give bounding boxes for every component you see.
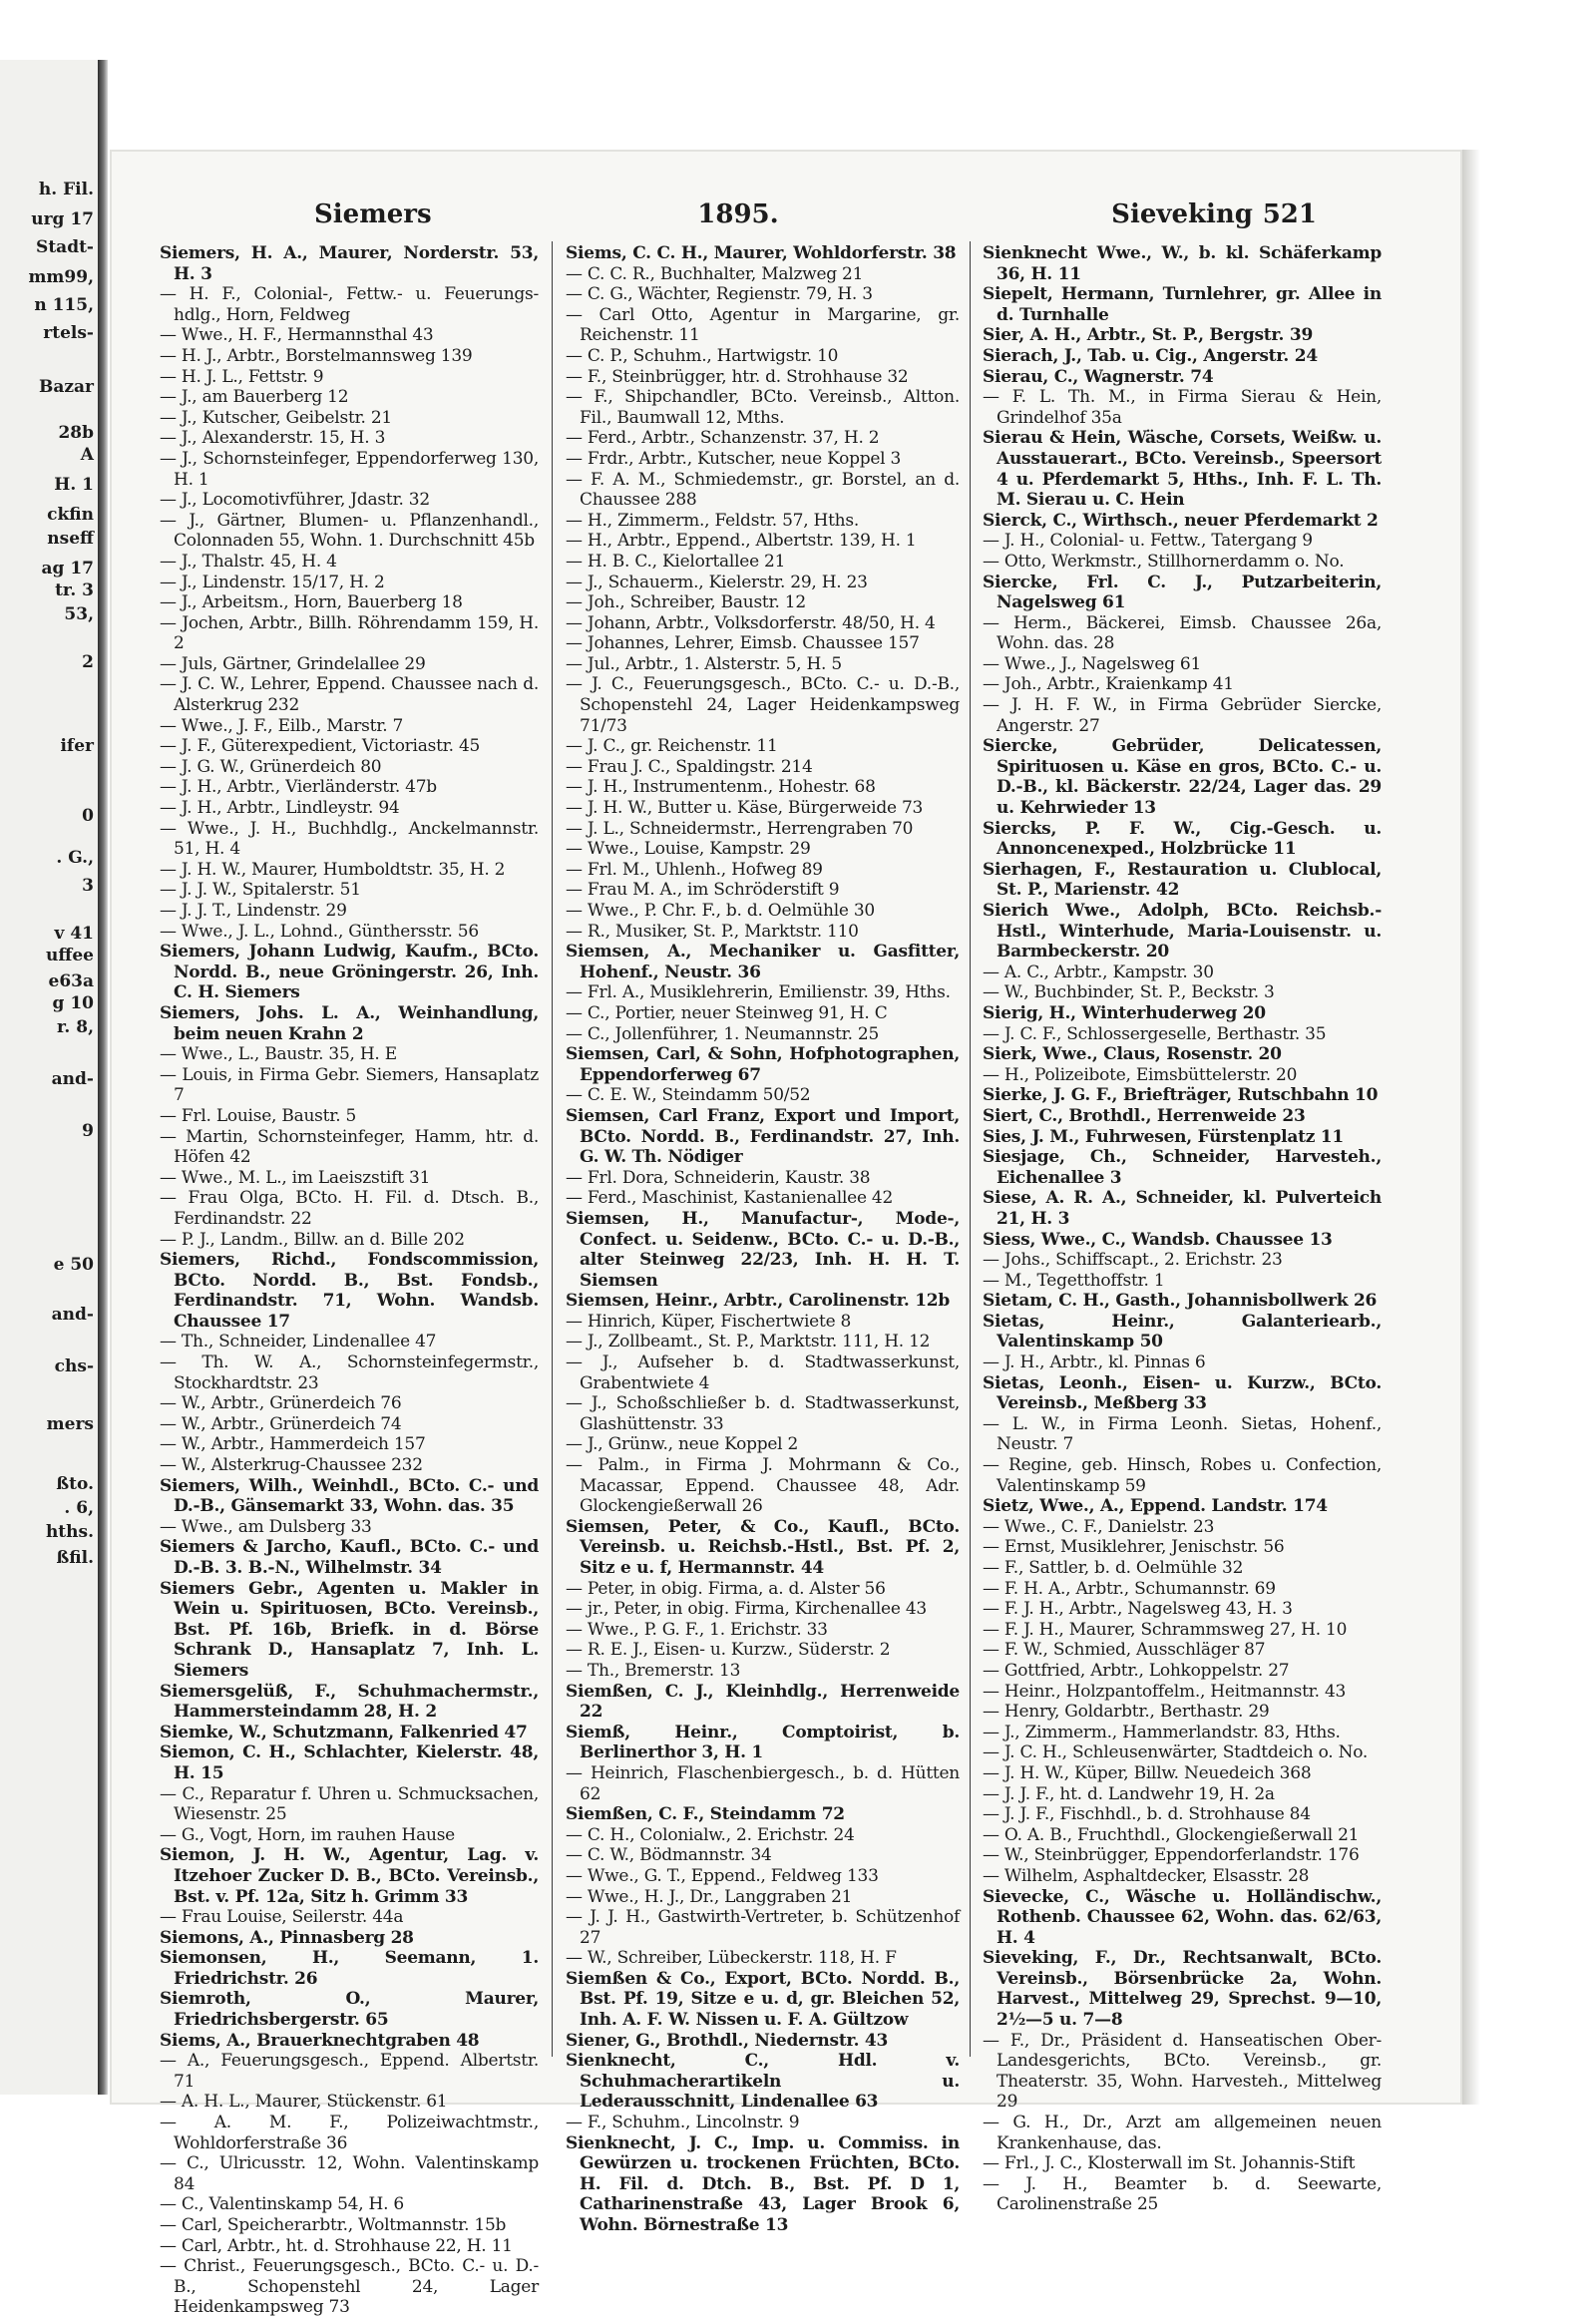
directory-entry: — F. L. Th. M., in Firma Sierau & Hein, Grindelhof 35a (983, 387, 1382, 428)
directory-entry: Siemers, Johann Ludwig, Kaufm., BCto. Nordd. B., neue Gröningerstr. 26, Inh. C. H. Siemers (160, 942, 539, 1003)
directory-entry: — J., Schoßschließer b. d. Stadtwasserkunst, Glashüttenstr. 33 (566, 1393, 960, 1434)
directory-entry: — G. H., Dr., Arzt am allgemeinen neuen Krankenhause, das. (983, 2113, 1382, 2153)
directory-entry: Siemon, J. H. W., Agentur, Lag. v. Itzehoer Zucker D. B., BCto. Vereinsb., Bst. v. Pf. 12a, Sitz h. Grimm 33 (160, 1845, 539, 1907)
directory-entry: — J. H., Arbtr., kl. Pinnas 6 (983, 1352, 1206, 1373)
directory-entry: — J. C., Feuerungsgesch., BCto. C.- u. D.-B., Schopenstehl 24, Lager Heidenkampsweg 71/73 (566, 674, 960, 736)
directory-entry: — A. M. F., Polizeiwachtmstr., Wohldorferstraße 36 (160, 2113, 539, 2153)
directory-entry: — W., Steinbrügger, Eppendorferlandstr. 176 (983, 1845, 1360, 1866)
directory-entry: — Th. W. A., Schornsteinfegermstr., Stockhardtstr. 23 (160, 1352, 539, 1393)
directory-entry: — Th., Schneider, Lindenallee 47 (160, 1332, 437, 1352)
facing-page-fragment: 2 (82, 652, 94, 672)
directory-entry: Siesjage, Ch., Schneider, Harvesteh., Eichenallee 3 (983, 1147, 1382, 1188)
directory-entry: — J. H. W., Maurer, Humboldtstr. 35, H. 2 (160, 859, 506, 880)
directory-entry: — J. J. F., Fischhdl., b. d. Strohhause 84 (983, 1804, 1311, 1825)
directory-entry: — R. E. J., Eisen- u. Kurzw., Süderstr. 2 (566, 1640, 891, 1661)
facing-page-fragment: . 6, (64, 1498, 94, 1518)
directory-entry: — Wwe., am Dulsberg 33 (160, 1516, 372, 1537)
directory-entry: — J., Zollbeamt., St. P., Marktstr. 111, H. 12 (566, 1332, 931, 1352)
directory-entry: — jr., Peter, in obig. Firma, Kirchenallee 43 (566, 1599, 927, 1620)
directory-entry: — Christ., Feuerungsgesch., BCto. C.- u. D.-B., Schopenstehl 24, Lager Heidenkampsweg 73 (160, 2256, 539, 2318)
directory-entry: — Ferd., Maschinist, Kastanienallee 42 (566, 1188, 894, 1209)
directory-entry: Siemke, W., Schutzmann, Falkenried 47 (160, 1722, 528, 1742)
directory-column-3 (983, 243, 1382, 2215)
facing-page-fragment: A (80, 445, 94, 465)
directory-entry: — C., Jollenführer, 1. Neumannstr. 25 (566, 1023, 880, 1044)
directory-entry: — Joh., Schreiber, Baustr. 12 (566, 592, 806, 613)
directory-entry: — F. H. A., Arbtr., Schumannstr. 69 (983, 1578, 1276, 1599)
directory-entry: — Ernst, Musiklehrer, Jenischstr. 56 (983, 1537, 1285, 1558)
directory-entry: — A. H. L., Maurer, Stückenstr. 61 (160, 2092, 448, 2113)
facing-page-fragment: . G., (56, 848, 94, 868)
directory-entry: — H. J., Arbtr., Borstelmannsweg 139 (160, 345, 473, 366)
directory-entry: Siercke, Gebrüder, Delicatessen, Spirituosen u. Käse en gros, BCto. C.- u. D.-B., kl. Bäckerstr. 22/24, Lager das. 29 u. Kehrwieder 13 (983, 736, 1382, 819)
directory-entry: — Frl., J. C., Klosterwall im St. Johannis-Stift (983, 2153, 1356, 2174)
directory-entry: — F. J. H., Maurer, Schrammsweg 27, H. 10 (983, 1619, 1348, 1640)
facing-page-fragment: ßfil. (56, 1548, 94, 1568)
directory-entry: Sievecke, C., Wäsche u. Holländischw., Rothenb. Chaussee 62, Wohn. das. 62/63, H. 4 (983, 1886, 1382, 1948)
directory-entry: — F., Dr., Präsident d. Hanseatischen Ober-Landesgerichts, BCto. Vereinsb., gr. Theaterstr. 35, Wohn. Harvesteh., Mittelweg 29 (983, 2030, 1382, 2113)
directory-entry: Siemers, Richd., Fondscommission, BCto. Nordd. B., Bst. Fondsb., Ferdinandstr. 71, Wohn. Wandsb. Chaussee 17 (160, 1250, 539, 1332)
directory-entry: Siemsen, Peter, & Co., Kaufl., BCto. Vereinsb. u. Reichsb.-Hstl., Bst. Pf. 2, Sitz e u. f, Hermannstr. 44 (566, 1516, 960, 1578)
directory-entry: — Frau Olga, BCto. H. Fil. d. Dtsch. B., Ferdinandstr. 22 (160, 1188, 539, 1229)
directory-entry: — F. A. M., Schmiedemstr., gr. Borstel, an d. Chaussee 288 (566, 469, 960, 511)
directory-entry: — Wwe., J. H., Buchhdlg., Anckelmannstr. 51, H. 4 (160, 818, 539, 860)
directory-entry: — J. C. F., Schlossergeselle, Berthastr. 35 (983, 1023, 1327, 1044)
directory-entry: — J. H., Beamter b. d. Seewarte, Carolinenstraße 25 (983, 2173, 1382, 2215)
directory-entry: — W., Arbtr., Grünerdeich 76 (160, 1393, 402, 1414)
directory-entry: Siemsen, A., Mechaniker u. Gasfitter, Hohenf., Neustr. 36 (566, 942, 960, 982)
directory-entry: — W., Buchbinder, St. P., Beckstr. 3 (983, 982, 1275, 1003)
directory-entry: — W., Arbtr., Hammerdeich 157 (160, 1434, 426, 1455)
facing-page-fragment: v 41 (54, 924, 94, 944)
directory-entry: Siert, C., Brothdl., Herrenweide 23 (983, 1105, 1306, 1126)
directory-entry: — G., Vogt, Horn, im rauhen Hause (160, 1824, 455, 1845)
directory-entry: — Martin, Schornsteinfeger, Hamm, htr. d. Höfen 42 (160, 1126, 539, 1168)
facing-page-fragment: rtels- (43, 323, 94, 343)
directory-entry: — J. J. T., Lindenstr. 29 (160, 901, 347, 921)
directory-entry: Sietas, Leonh., Eisen- u. Kurzw., BCto. Vereinsb., Meßberg 33 (983, 1372, 1382, 1414)
directory-entry: Siese, A. R. A., Schneider, kl. Pulverteich 21, H. 3 (983, 1188, 1382, 1229)
running-head-first-name: Siemers (314, 199, 432, 229)
directory-entry: Siemsen, Carl, & Sohn, Hofphotographen, Eppendorferweg 67 (566, 1044, 960, 1085)
directory-entry: — J., Schornsteinfeger, Eppendorferweg 130, H. 1 (160, 448, 539, 490)
directory-entry: Sierig, H., Winterhuderweg 20 (983, 1002, 1266, 1023)
facing-page-fragment: ifer (60, 736, 94, 756)
column-rule (552, 241, 553, 2057)
directory-entry: — C., Valentinskamp 54, H. 6 (160, 2194, 404, 2215)
directory-entry: — W., Schreiber, Lübeckerstr. 118, H. F (566, 1948, 897, 1969)
directory-entry: Siemonsen, H., Seemann, 1. Friedrichstr. 26 (160, 1948, 539, 1989)
directory-entry: — Frl. Louise, Baustr. 5 (160, 1105, 357, 1126)
directory-entry: Siepelt, Hermann, Turnlehrer, gr. Allee in d. Turnhalle (983, 284, 1382, 325)
directory-entry: — Wwe., P. Chr. F., b. d. Oelmühle 30 (566, 901, 875, 921)
directory-entry: — J., am Bauerberg 12 (160, 387, 349, 408)
facing-page-fragment: r. 8, (57, 1017, 94, 1037)
directory-entry: — H. F., Colonial-, Fettw.- u. Feuerungs-hdlg., Horn, Feldweg (160, 284, 539, 325)
directory-entry: — Johann, Arbtr., Volksdorferstr. 48/50, H. 4 (566, 612, 936, 633)
facing-page-fragment: and- (51, 1305, 94, 1325)
facing-page-fragment: g 10 (52, 993, 94, 1013)
directory-entry: Sieveking, F., Dr., Rechtsanwalt, BCto. Vereinsb., Börsenbrücke 2a, Wohn. Harvest., Mittelweg 29, Sprechst. 9—10, 2½—5 u. 7—8 (983, 1948, 1382, 2031)
directory-entry: — Peter, in obig. Firma, a. d. Alster 56 (566, 1578, 886, 1599)
running-head (160, 197, 1317, 237)
directory-entry: Siemsen, H., Manufactur-, Mode-, Confect. u. Seidenw., BCto. C.- u. D.-B., alter Steinweg 22/23, Inh. H. H. T. Siemsen (566, 1208, 960, 1291)
directory-entry: — Carl, Arbtr., ht. d. Strohhause 22, H. 11 (160, 2235, 513, 2256)
directory-entry: — J., Lindenstr. 15/17, H. 2 (160, 572, 385, 592)
directory-entry: — Ferd., Arbtr., Schanzenstr. 37, H. 2 (566, 428, 880, 449)
directory-entry: — Wilhelm, Asphaltdecker, Elsasstr. 28 (983, 1865, 1310, 1886)
directory-entry: — Heinrich, Flaschenbiergesch., b. d. Hütten 62 (566, 1762, 960, 1804)
directory-entry: Siener, G., Brothdl., Niedernstr. 43 (566, 2030, 889, 2051)
directory-entry: Sier, A. H., Arbtr., St. P., Bergstr. 39 (983, 325, 1314, 346)
facing-page-fragment: e63a (48, 971, 94, 991)
directory-entry: — J. H. W., Küper, Billw. Neuedeich 368 (983, 1762, 1312, 1783)
directory-entry: Sietas, Heinr., Galanteriearb., Valentinskamp 50 (983, 1311, 1382, 1352)
directory-entry: Siemers, H. A., Maurer, Norderstr. 53, H. 3 (160, 243, 539, 284)
directory-entry: — J., Gärtner, Blumen- u. Pflanzenhandl., Colonnaden 55, Wohn. 1. Durchschnitt 45b (160, 510, 539, 552)
facing-page-fragment: chs- (54, 1356, 94, 1376)
facing-page-fragment: mers (46, 1414, 94, 1434)
directory-entry: — J. H. W., Butter u. Käse, Bürgerweide 73 (566, 798, 924, 819)
directory-entry: — Joh., Arbtr., Kraienkamp 41 (983, 674, 1234, 695)
directory-entry: — J. L., Schneidermstr., Herrengraben 70 (566, 818, 914, 839)
directory-entry: Siemsen, Carl Franz, Export und Import, BCto. Nordd. B., Ferdinandstr. 27, Inh. G. W. Th. Nödiger (566, 1105, 960, 1168)
directory-entry: — J., Thalstr. 45, H. 4 (160, 551, 337, 572)
facing-page-fragment: e 50 (53, 1255, 94, 1275)
directory-entry: Sierhagen, F., Restauration u. Clublocal, St. P., Marienstr. 42 (983, 859, 1382, 901)
directory-entry: — P. J., Landm., Billw. an d. Bille 202 (160, 1229, 465, 1250)
facing-page-fragment: ßto. (56, 1474, 94, 1494)
directory-entry: — C., Portier, neuer Steinweg 91, H. C (566, 1002, 888, 1023)
facing-page-fragment: Bazar (38, 377, 94, 397)
directory-entry: Siemßen, C. J., Kleinhdlg., Herrenweide 22 (566, 1681, 960, 1723)
facing-page-strip (0, 60, 98, 2095)
directory-entry: Siemßen, C. F., Steindamm 72 (566, 1804, 845, 1825)
directory-entry: — Wwe., G. T., Eppend., Feldweg 133 (566, 1865, 879, 1886)
directory-entry: Sierach, J., Tab. u. Cig., Angerstr. 24 (983, 345, 1318, 366)
facing-page-fragment: Stadt- (36, 237, 94, 257)
facing-page-fragment: urg 17 (31, 209, 94, 229)
directory-entry: — Wwe., Louise, Kampstr. 29 (566, 839, 811, 860)
running-head-last-name: Sieveking (1111, 199, 1253, 229)
directory-entry: — H., Polizeibote, Eimsbüttelerstr. 20 (983, 1064, 1298, 1085)
directory-entry: — Wwe., J. F., Eilb., Marstr. 7 (160, 715, 404, 736)
directory-entry: — Hinrich, Küper, Fischertwiete 8 (566, 1311, 852, 1332)
facing-page-fragment: ckfin (47, 505, 94, 525)
directory-entry: — Th., Bremerstr. 13 (566, 1660, 741, 1681)
directory-entry: — H. B. C., Kielortallee 21 (566, 551, 786, 572)
page-number: 521 (1262, 199, 1317, 229)
directory-entry: — J. H. F. W., in Firma Gebrüder Siercke, Angerstr. 27 (983, 695, 1382, 736)
directory-entry: Siemroth, O., Maurer, Friedrichsbergerstr. 65 (160, 1989, 539, 2031)
directory-entry: Sies, J. M., Fuhrwesen, Fürstenplatz 11 (983, 1126, 1344, 1147)
directory-entry: Siemers Gebr., Agenten u. Makler in Wein u. Spirituosen, BCto. Vereinsb., Bst. Pf. 16b, Briefk. in d. Börse Schrank D., Hansaplatz 7, Inh. L. Siemers (160, 1578, 539, 1681)
directory-entry: Siercks, P. F. W., Cig.-Gesch. u. Annoncenexped., Holzbrücke 11 (983, 818, 1382, 860)
binding-shadow (98, 60, 108, 2095)
directory-column-2 (566, 243, 960, 2235)
directory-entry: — Johs., Schiffscapt., 2. Erichstr. 23 (983, 1250, 1283, 1271)
directory-entry: Siemß, Heinr., Comptoirist, b. Berlinerthor 3, H. 1 (566, 1722, 960, 1763)
directory-entry: Sierau & Hein, Wäsche, Corsets, Weißw. u. Ausstauerart., BCto. Vereinsb., Speersort 4 u. Pferdemarkt 5, Hths., Inh. F. L. Th. M. Sierau u. C. Hein (983, 428, 1382, 511)
directory-entry: — J., Kutscher, Geibelstr. 21 (160, 407, 392, 428)
directory-entry: — F., Steinbrügger, htr. d. Strohhause 32 (566, 366, 909, 387)
facing-page-fragment: mm99, (28, 267, 94, 287)
directory-entry: Siemon, C. H., Schlachter, Kielerstr. 48, H. 15 (160, 1742, 539, 1783)
directory-entry: — L. W., in Firma Leonh. Sietas, Hohenf., Neustr. 7 (983, 1413, 1382, 1455)
directory-entry: — J. F., Güterexpedient, Victoriastr. 45 (160, 736, 481, 757)
directory-entry: — Frau Louise, Seilerstr. 44a (160, 1907, 404, 1928)
facing-page-fragment: tr. 3 (55, 580, 94, 600)
directory-entry: — Jochen, Arbtr., Billh. Röhrendamm 159, H. 2 (160, 612, 539, 654)
facing-page-fragment: n 115, (34, 295, 94, 315)
directory-entry: — C. H., Colonialw., 2. Erichstr. 24 (566, 1824, 855, 1845)
directory-entry: — J., Schauerm., Kielerstr. 29, H. 23 (566, 572, 868, 592)
directory-entry: — J. H., Arbtr., Vierländerstr. 47b (160, 777, 437, 798)
directory-entry: — Herm., Bäckerei, Eimsb. Chaussee 26a, Wohn. das. 28 (983, 612, 1382, 654)
directory-entry: — C., Reparatur f. Uhren u. Schmucksachen, Wiesenstr. 25 (160, 1783, 539, 1825)
directory-entry: Sierck, C., Wirthsch., neuer Pferdemarkt 2 (983, 510, 1379, 531)
directory-entry: — Wwe., P. G. F., 1. Erichstr. 33 (566, 1619, 828, 1640)
directory-entry: — J., Alexanderstr. 15, H. 3 (160, 428, 386, 449)
facing-page-fragment: 28b (58, 423, 94, 443)
directory-entry: — W., Arbtr., Grünerdeich 74 (160, 1413, 402, 1434)
facing-page-fragment: H. 1 (54, 475, 94, 495)
directory-entry: — A. C., Arbtr., Kampstr. 30 (983, 962, 1214, 982)
directory-entry: Sierke, J. G. F., Briefträger, Rutschbahn 10 (983, 1085, 1379, 1106)
directory-entry: — J. H., Arbtr., Lindleystr. 94 (160, 798, 400, 819)
directory-entry: — Wwe., C. F., Danielstr. 23 (983, 1516, 1215, 1537)
directory-entry: — J. J. W., Spitalerstr. 51 (160, 880, 361, 901)
directory-entry: — C. G., Wächter, Regienstr. 79, H. 3 (566, 284, 873, 305)
directory-entry: — Wwe., H. J., Dr., Langgraben 21 (566, 1886, 853, 1907)
directory-entry: — R., Musiker, St. P., Marktstr. 110 (566, 921, 859, 942)
facing-page-fragment: 3 (82, 876, 94, 896)
directory-entry: — Wwe., M. L., im Laeiszstift 31 (160, 1167, 431, 1188)
directory-entry: — C. P., Schuhm., Hartwigstr. 10 (566, 345, 839, 366)
directory-entry: — Johannes, Lehrer, Eimsb. Chaussee 157 (566, 633, 920, 654)
directory-entry: Siemers, Johs. L. A., Weinhandlung, beim neuen Krahn 2 (160, 1002, 539, 1044)
facing-page-fragment: 53, (64, 604, 94, 624)
running-head-year: 1895. (697, 199, 779, 229)
facing-page-fragment: uffee (46, 946, 94, 966)
directory-entry: Sienknecht, C., Hdl. v. Schuhmacherartikeln u. Lederausschnitt, Lindenallee 63 (566, 2051, 960, 2113)
directory-entry: — O. A. B., Fruchthdl., Glockengießerwall 21 (983, 1824, 1360, 1845)
directory-entry: — Jul., Arbtr., 1. Alsterstr. 5, H. 5 (566, 653, 842, 674)
directory-entry: — Wwe., J. L., Lohnd., Günthersstr. 56 (160, 921, 479, 942)
directory-entry: Siemßen & Co., Export, BCto. Nordd. B., Bst. Pf. 19, Sitze e u. d, gr. Bleichen 52, Inh. A. F. W. Nissen u. F. A. Gültzow (566, 1968, 960, 2031)
column-rule (970, 241, 971, 2057)
directory-entry: — J., Locomotivführer, Jdastr. 32 (160, 490, 430, 511)
directory-entry: — Regine, geb. Hinsch, Robes u. Confection, Valentinskamp 59 (983, 1455, 1382, 1496)
directory-entry: — H., Arbtr., Eppend., Albertstr. 139, H. 1 (566, 531, 917, 552)
directory-entry: Siems, C. C. H., Maurer, Wohldorferstr. 38 (566, 243, 957, 263)
directory-entry: — J. H., Colonial- u. Fettw., Tatergang 9 (983, 531, 1313, 552)
directory-entry: — Otto, Werkmstr., Stillhornerdamm o. No. (983, 551, 1345, 572)
directory-entry: — F. W., Schmied, Ausschläger 87 (983, 1640, 1266, 1661)
directory-entry: — J., Grünw., neue Koppel 2 (566, 1434, 799, 1455)
directory-entry: — H. J. L., Fettstr. 9 (160, 366, 324, 387)
directory-entry: — J. C. H., Schleusenwärter, Stadtdeich o. No. (983, 1742, 1369, 1763)
directory-entry: — J., Zimmerm., Hammerlandstr. 83, Hths. (983, 1722, 1341, 1742)
directory-entry: — F., Schuhm., Lincolnstr. 9 (566, 2113, 800, 2133)
directory-entry: — J. J. H., Gastwirth-Vertreter, b. Schützenhof 27 (566, 1907, 960, 1948)
directory-entry: — Louis, in Firma Gebr. Siemers, Hansaplatz 7 (160, 1064, 539, 1106)
directory-entry: — J. C. W., Lehrer, Eppend. Chaussee nach d. Alsterkrug 232 (160, 674, 539, 716)
directory-entry: — Frl. Dora, Schneiderin, Kaustr. 38 (566, 1167, 871, 1188)
directory-entry: — M., Tegetthoffstr. 1 (983, 1270, 1165, 1291)
directory-entry: — Frl. M., Uhlenh., Hofweg 89 (566, 859, 823, 880)
directory-entry: Siess, Wwe., C., Wandsb. Chaussee 13 (983, 1229, 1333, 1250)
directory-entry: Sierau, C., Wagnerstr. 74 (983, 366, 1214, 387)
directory-entry: — Henry, Goldarbtr., Berthastr. 29 (983, 1702, 1270, 1723)
directory-entry: Sietz, Wwe., A., Eppend. Landstr. 174 (983, 1496, 1328, 1517)
facing-page-fragment: 0 (82, 806, 94, 826)
directory-entry: — C. E. W., Steindamm 50/52 (566, 1085, 811, 1106)
directory-entry: Sienknecht, J. C., Imp. u. Commiss. in Gewürzen u. trockenen Früchten, BCto. H. Fil. d. Dtch. B., Bst. Pf. D 1, Catharinenstraße 43, Lager Brook 6, Wohn. Börnestraße 13 (566, 2132, 960, 2235)
directory-entry: — Carl Otto, Agentur in Margarine, gr. Reichenstr. 11 (566, 304, 960, 346)
directory-entry: — Juls, Gärtner, Grindelallee 29 (160, 653, 426, 674)
directory-entry: — Wwe., J., Nagelsweg 61 (983, 653, 1202, 674)
directory-entry: — J. H., Instrumentenm., Hohestr. 68 (566, 777, 876, 798)
directory-entry: — Carl, Speicherarbtr., Woltmannstr. 15b (160, 2215, 507, 2235)
directory-entry: — J., Aufseher b. d. Stadtwasserkunst, Grabentwiete 4 (566, 1352, 960, 1393)
directory-entry: Siemons, A., Pinnasberg 28 (160, 1927, 414, 1948)
directory-entry: Sierk, Wwe., Claus, Rosenstr. 20 (983, 1044, 1282, 1065)
directory-entry: — H., Zimmerm., Feldstr. 57, Hths. (566, 510, 859, 531)
directory-entry: Sierich Wwe., Adolph, BCto. Reichsb.-Hstl., Winterhude, Maria-Louisenstr. u. Barmbeckerstr. 20 (983, 901, 1382, 963)
facing-page-fragment: nseff (47, 529, 94, 549)
directory-entry: — J. G. W., Grünerdeich 80 (160, 756, 382, 777)
facing-page-fragment: 9 (82, 1121, 94, 1141)
directory-entry: Sietam, C. H., Gasth., Johannisbollwerk 26 (983, 1291, 1378, 1312)
directory-entry: — Frau M. A., im Schröderstift 9 (566, 880, 840, 901)
directory-entry: — Gottfried, Arbtr., Lohkoppelstr. 27 (983, 1660, 1290, 1681)
facing-page-fragment: h. Fil. (38, 180, 94, 199)
directory-entry: — F. J. H., Arbtr., Nagelsweg 43, H. 3 (983, 1599, 1293, 1620)
directory-entry: Siemers & Jarcho, Kaufl., BCto. C.- und D.-B. 3. B.-N., Wilhelmstr. 34 (160, 1537, 539, 1578)
directory-entry: Siems, A., Brauerknechtgraben 48 (160, 2030, 480, 2051)
directory-entry: — Palm., in Firma J. Mohrmann & Co., Macassar, Eppend. Chaussee 48, Adr. Glockengießerwall 26 (566, 1455, 960, 1517)
directory-column-1 (160, 243, 539, 2318)
facing-page-fragment: and- (51, 1069, 94, 1089)
directory-entry: — Heinr., Holzpantoffelm., Heitmannstr. 43 (983, 1681, 1347, 1702)
directory-entry: — Frdr., Arbtr., Kutscher, neue Koppel 3 (566, 448, 902, 469)
directory-entry: — C. W., Bödmannstr. 34 (566, 1845, 772, 1866)
facing-page-fragment: hths. (45, 1522, 94, 1542)
directory-entry: — J., Arbeitsm., Horn, Bauerberg 18 (160, 592, 463, 613)
directory-entry: — Frau J. C., Spaldingstr. 214 (566, 756, 813, 777)
directory-entry: — W., Alsterkrug-Chaussee 232 (160, 1455, 423, 1476)
directory-entry: Siemsen, Heinr., Arbtr., Carolinenstr. 12b (566, 1291, 950, 1312)
directory-entry: Siemersgelüß, F., Schuhmachermstr., Hammersteindamm 28, H. 2 (160, 1681, 539, 1723)
directory-entry: — F., Shipchandler, BCto. Vereinsb., Altton. Fil., Baumwall 12, Mths. (566, 387, 960, 428)
directory-entry: Siemers, Wilh., Weinhdl., BCto. C.- und D.-B., Gänsemarkt 33, Wohn. das. 35 (160, 1475, 539, 1517)
directory-entry: Sienknecht Wwe., W., b. kl. Schäferkamp 36, H. 11 (983, 243, 1382, 284)
directory-entry: — Wwe., L., Baustr. 35, H. E (160, 1044, 397, 1065)
directory-entry: — J. J. F., ht. d. Landwehr 19, H. 2a (983, 1783, 1275, 1804)
facing-page-fragment: ag 17 (41, 559, 94, 579)
directory-entry: — Frl. A., Musiklehrerin, Emilienstr. 39, Hths. (566, 982, 951, 1003)
directory-entry: — Wwe., H. F., Hermannsthal 43 (160, 325, 434, 346)
directory-entry: — C., Ulricusstr. 12, Wohn. Valentinskamp 84 (160, 2153, 539, 2194)
page-edge (1462, 150, 1480, 2105)
directory-entry: — F., Sattler, b. d. Oelmühle 32 (983, 1558, 1244, 1578)
directory-entry: — A., Feuerungsgesch., Eppend. Albertstr. 71 (160, 2051, 539, 2092)
directory-entry: — C. C. R., Buchhalter, Malzweg 21 (566, 263, 864, 284)
directory-entry: Siercke, Frl. C. J., Putzarbeiterin, Nagelsweg 61 (983, 572, 1382, 613)
directory-entry: — J. C., gr. Reichenstr. 11 (566, 736, 778, 757)
